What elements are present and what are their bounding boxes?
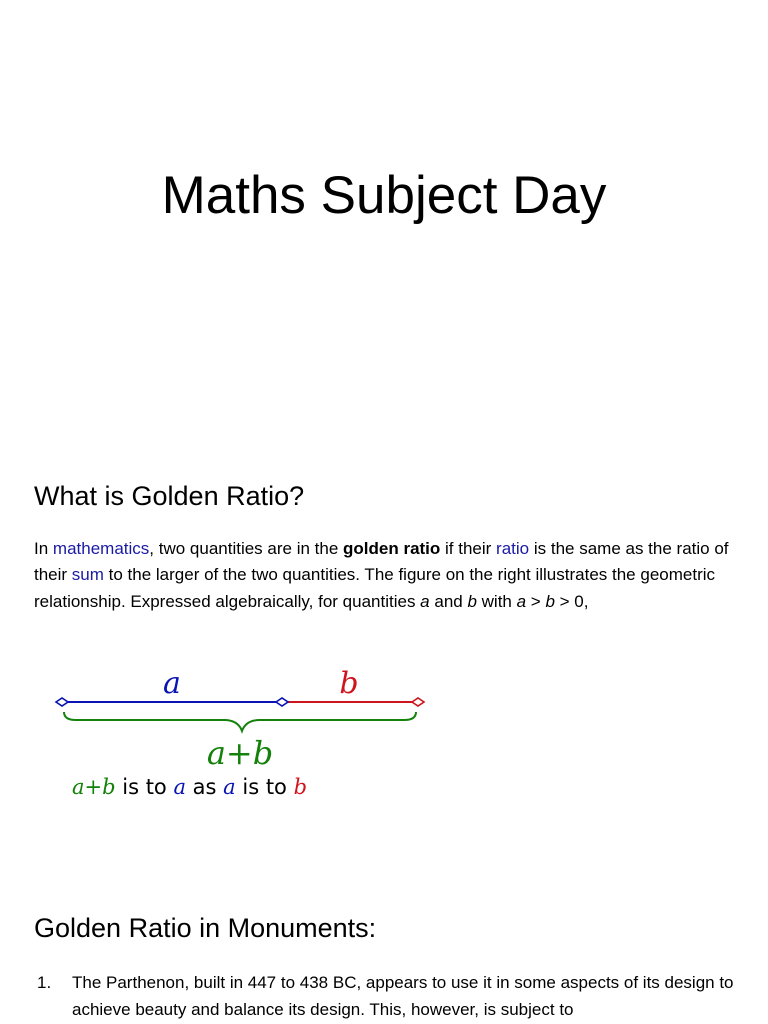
- caption-as: as: [185, 775, 224, 799]
- list-item-number: 1.: [37, 973, 52, 992]
- golden-ratio-bold: golden ratio: [343, 539, 441, 558]
- link-ratio[interactable]: ratio: [496, 539, 530, 558]
- segment-b-label: b: [339, 666, 359, 701]
- segment-a-label: a: [163, 666, 181, 701]
- var-a: a: [420, 591, 430, 611]
- section-heading-monuments: Golden Ratio in Monuments:: [34, 913, 377, 943]
- caption-b: b: [293, 775, 308, 799]
- list-item: [34, 969, 739, 1023]
- var-a-2: a: [516, 591, 527, 611]
- link-mathematics[interactable]: mathematics: [52, 539, 150, 558]
- endpoint-left-marker: [56, 698, 68, 706]
- endpoint-middle-marker: [276, 698, 288, 706]
- link-sum[interactable]: sum: [71, 565, 104, 585]
- ratio-caption: [72, 775, 307, 799]
- var-b: b: [467, 591, 477, 611]
- golden-ratio-paragraph: [34, 536, 734, 615]
- endpoint-right-marker: [412, 698, 424, 706]
- caption-is-to: is to: [115, 775, 174, 799]
- sum-label: a+b: [206, 734, 274, 772]
- text-rest: to the larger of the two quantities. The figure on the right illustrates the geometric relationship. Expressed algebraically, for quantities: [34, 565, 716, 611]
- text-and: and: [429, 591, 468, 611]
- text-two-quantities: , two quantities are in the: [149, 539, 344, 558]
- list-item-text: The Parthenon, built in 447 to 438 BC, appears to use it in some aspects of its design to achieve beauty and balance its design. This, however, is subject to: [72, 973, 734, 1019]
- text-with: with: [476, 591, 517, 611]
- text-if-their: if their: [440, 539, 497, 558]
- monuments-list: [34, 969, 739, 1023]
- caption-is-to-2: is to: [235, 775, 294, 799]
- section-heading-golden-ratio: What is Golden Ratio?: [34, 481, 305, 511]
- sum-brace: [64, 712, 416, 731]
- text-end: > 0,: [554, 591, 589, 611]
- golden-ratio-diagram: [48, 662, 438, 802]
- var-b-2: b: [545, 591, 555, 611]
- text-in: In: [34, 539, 53, 558]
- caption-a2: a: [223, 775, 236, 799]
- caption-a1: a: [173, 775, 186, 799]
- page-title: Maths Subject Day: [161, 166, 607, 225]
- text-gt: >: [526, 591, 546, 611]
- caption-sum: a+b: [72, 775, 116, 799]
- text-same-as: is the same as the ratio of their: [34, 539, 729, 585]
